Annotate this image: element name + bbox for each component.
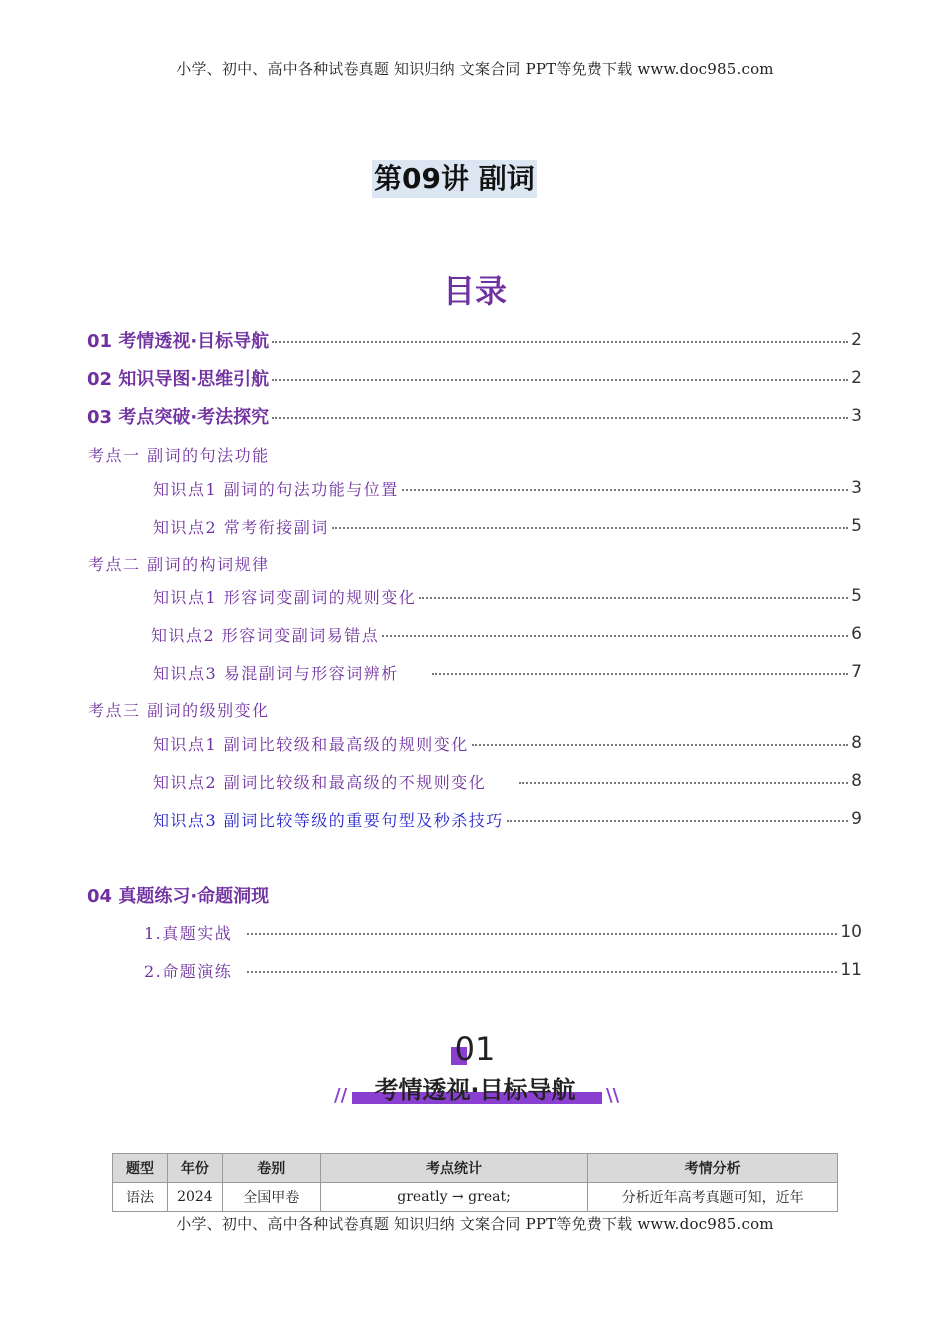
toc-entry-label: 1.真题实战 bbox=[144, 923, 233, 943]
toc-entry-label: 04 真题练习·命题洞现 bbox=[87, 886, 270, 907]
toc-page-number: 8 bbox=[851, 771, 862, 791]
toc-kaodian-2[interactable]: 考点二 副词的构词规律 bbox=[88, 555, 270, 574]
toc-entry-label: 知识点3 副词比较等级的重要句型及秒杀技巧 bbox=[153, 810, 504, 830]
table-header-cell: 年份 bbox=[167, 1154, 222, 1183]
toc-entry-label: 03 考点突破·考法探究 bbox=[87, 407, 270, 428]
toc-entry-02[interactable] bbox=[87, 366, 862, 390]
toc-heading: 目录 bbox=[442, 272, 507, 310]
toc-subentry[interactable] bbox=[153, 660, 862, 684]
slash-decoration-left: // bbox=[334, 1085, 348, 1106]
toc-entry-label: 知识点3 易混副词与形容词辨析 bbox=[153, 663, 399, 683]
toc-leader-dots bbox=[247, 971, 837, 973]
toc-subentry[interactable] bbox=[153, 731, 862, 755]
toc-entry-label: 知识点1 形容词变副词的规则变化 bbox=[153, 587, 417, 607]
table-cell: 2024 bbox=[167, 1183, 222, 1212]
slash-decoration-right: \\ bbox=[606, 1085, 620, 1106]
toc-page-number: 10 bbox=[840, 922, 862, 942]
table-header-row bbox=[113, 1154, 838, 1183]
toc-page-number: 9 bbox=[851, 809, 862, 829]
toc-leader-dots bbox=[272, 341, 848, 343]
toc-entry-label: 2.命题演练 bbox=[144, 961, 233, 981]
toc-leader-dots bbox=[272, 379, 848, 381]
toc-kaodian-3[interactable]: 考点三 副词的级别变化 bbox=[88, 701, 270, 720]
toc-subentry[interactable] bbox=[153, 476, 862, 500]
toc-page-number: 2 bbox=[851, 330, 862, 350]
toc-leader-dots bbox=[432, 673, 848, 675]
toc-page-number: 5 bbox=[851, 516, 862, 536]
toc-subentry[interactable] bbox=[144, 920, 862, 944]
toc-leader-dots bbox=[519, 782, 848, 784]
toc-kaodian-1[interactable]: 考点一 副词的句法功能 bbox=[88, 446, 270, 465]
page-header: 小学、初中、高中各种试卷真题 知识归纳 文案合同 PPT等免费下载 www.doc985.com bbox=[176, 60, 774, 78]
table-cell: 全国甲卷 bbox=[222, 1183, 320, 1212]
table-header-cell: 卷别 bbox=[222, 1154, 320, 1183]
toc-entry-04[interactable] bbox=[87, 883, 587, 907]
toc-entry-label: 知识点1 副词的句法功能与位置 bbox=[153, 479, 399, 499]
table-header-cell: 考点统计 bbox=[320, 1154, 588, 1183]
exam-analysis-table bbox=[112, 1153, 838, 1212]
toc-subentry[interactable] bbox=[151, 622, 862, 646]
toc-subentry[interactable] bbox=[153, 807, 862, 831]
toc-entry-03[interactable] bbox=[87, 404, 862, 428]
toc-entry-label: 01 考情透视·目标导航 bbox=[87, 331, 270, 352]
toc-leader-dots bbox=[332, 527, 848, 529]
toc-subentry[interactable] bbox=[153, 584, 862, 608]
toc-entry-label: 知识点2 常考衔接副词 bbox=[153, 517, 329, 537]
toc-leader-dots bbox=[272, 417, 848, 419]
toc-page-number: 8 bbox=[851, 733, 862, 753]
toc-page-number: 5 bbox=[851, 586, 862, 606]
toc-entry-label: 02 知识导图·思维引航 bbox=[87, 369, 270, 390]
toc-page-number: 2 bbox=[851, 368, 862, 388]
section-number: 01 bbox=[454, 1030, 496, 1068]
table-cell: greatly → great; bbox=[320, 1183, 588, 1212]
table-cell: 分析近年高考真题可知，近年 bbox=[588, 1183, 838, 1212]
page-footer: 小学、初中、高中各种试卷真题 知识归纳 文案合同 PPT等免费下载 www.doc985.com bbox=[176, 1215, 774, 1233]
toc-leader-dots bbox=[472, 744, 848, 746]
toc-leader-dots bbox=[402, 489, 848, 491]
table-row bbox=[113, 1183, 838, 1212]
table-header-cell: 题型 bbox=[113, 1154, 168, 1183]
table-header-cell: 考情分析 bbox=[588, 1154, 838, 1183]
toc-leader-dots bbox=[507, 820, 848, 822]
toc-entry-label: 知识点2 形容词变副词易错点 bbox=[151, 625, 380, 645]
toc-entry-label: 知识点2 副词比较级和最高级的不规则变化 bbox=[153, 772, 487, 792]
toc-page-number: 3 bbox=[851, 478, 862, 498]
toc-entry-01[interactable] bbox=[87, 328, 862, 352]
toc-page-number: 6 bbox=[851, 624, 862, 644]
toc-subentry[interactable] bbox=[153, 769, 862, 793]
table-cell: 语法 bbox=[113, 1183, 168, 1212]
toc-leader-dots bbox=[382, 635, 848, 637]
toc-subentry[interactable] bbox=[144, 958, 862, 982]
lecture-title: 第09讲 副词 bbox=[372, 160, 537, 198]
toc-leader-dots bbox=[247, 933, 837, 935]
toc-subentry[interactable] bbox=[153, 514, 862, 538]
toc-page-number: 3 bbox=[851, 406, 862, 426]
toc-leader-dots bbox=[419, 597, 848, 599]
toc-page-number: 7 bbox=[851, 662, 862, 682]
toc-entry-label: 知识点1 副词比较级和最高级的规则变化 bbox=[153, 734, 469, 754]
section-title: 考情透视·目标导航 bbox=[374, 1076, 576, 1104]
toc-page-number: 11 bbox=[840, 960, 862, 980]
